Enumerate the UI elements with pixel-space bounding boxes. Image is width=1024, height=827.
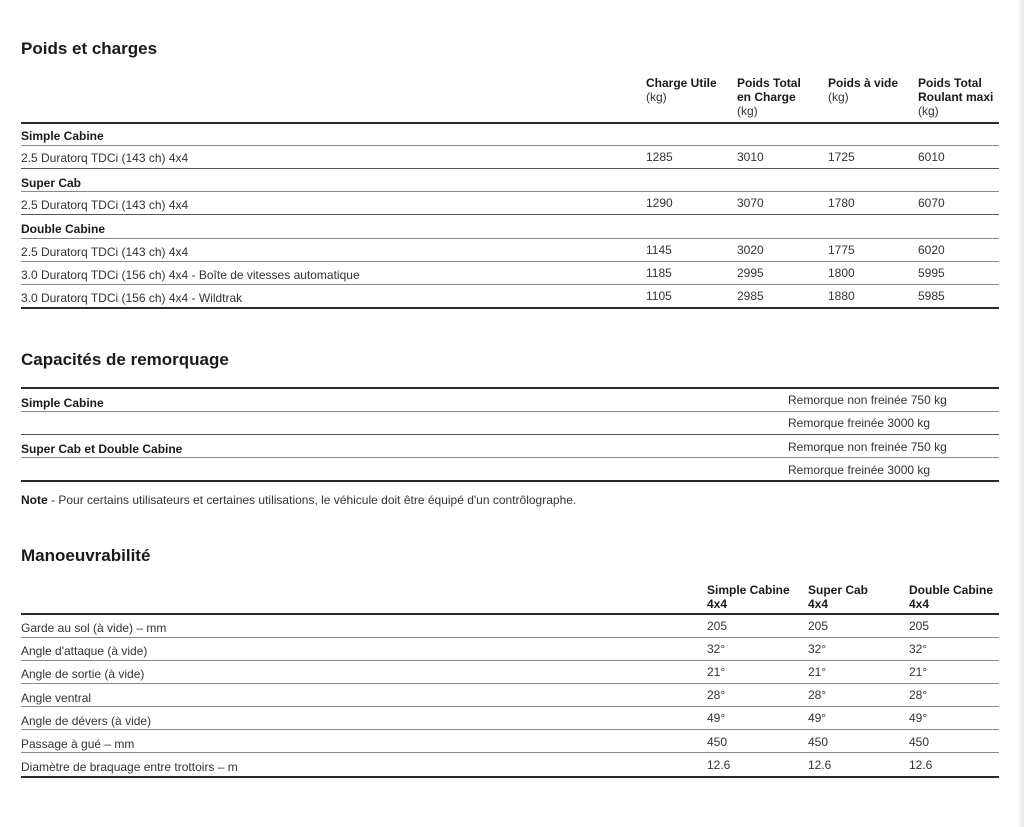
page-edge-shadow: [1018, 0, 1024, 827]
table-rule: [21, 307, 999, 309]
cell-super-cab: 12.6: [808, 758, 832, 772]
header-label: Super Cab 4x4: [808, 583, 869, 611]
header-unit: (kg): [918, 104, 939, 118]
cell-poids-roulant: 6070: [918, 196, 945, 210]
header-poids-total-roulant: [918, 76, 993, 118]
tow-value: Remorque freinée 3000 kg: [788, 416, 931, 430]
row-name: 2.5 Duratorq TDCi (143 ch) 4x4: [21, 198, 189, 212]
row-divider: [21, 752, 999, 753]
cell-poids-total: 3070: [737, 196, 764, 210]
note-label: Note: [21, 493, 48, 507]
row-name: Passage à gué – mm: [21, 737, 135, 751]
row-name: 3.0 Duratorq TDCi (156 ch) 4x4 - Boîte de vitesses automatique: [21, 268, 360, 282]
row-divider: [21, 706, 999, 707]
row-name: Angle d'attaque (à vide): [21, 644, 148, 658]
header-label: Poids Total Roulant maxi: [918, 76, 994, 104]
cell-simple-cabine: 49°: [707, 711, 726, 725]
cell-poids-vide: 1800: [828, 266, 855, 280]
row-divider: [21, 729, 999, 730]
cell-simple-cabine: 450: [707, 735, 728, 749]
cell-simple-cabine: 205: [707, 619, 728, 633]
cell-double-cabine: 32°: [909, 642, 928, 656]
header-label: Simple Cabine 4x4: [707, 583, 790, 611]
header-label: Poids à vide: [828, 76, 899, 90]
table-rule: [21, 776, 999, 778]
row-divider: [21, 261, 999, 262]
cell-poids-vide: 1780: [828, 196, 855, 210]
cell-poids-roulant: 5995: [918, 266, 945, 280]
header-unit: (kg): [737, 104, 758, 118]
cell-super-cab: 49°: [808, 711, 827, 725]
group-label: Simple Cabine: [21, 129, 104, 143]
row-name: 2.5 Duratorq TDCi (143 ch) 4x4: [21, 151, 189, 165]
group-label: Simple Cabine: [21, 396, 104, 410]
section-title-poids: Poids et charges: [21, 39, 158, 58]
cell-poids-roulant: 6020: [918, 243, 945, 257]
cell-poids-total: 3010: [737, 150, 764, 164]
cell-poids-total: 3020: [737, 243, 764, 257]
row-name: Angle de dévers (à vide): [21, 714, 152, 728]
note: [21, 493, 576, 507]
cell-poids-vide: 1880: [828, 289, 855, 303]
cell-charge-utile: 1285: [646, 150, 673, 164]
row-name: Garde au sol (à vide) – mm: [21, 621, 167, 635]
cell-charge-utile: 1145: [646, 243, 672, 257]
cell-poids-total: 2985: [737, 289, 764, 303]
row-divider: [21, 284, 999, 285]
row-divider: [21, 411, 999, 412]
header-label: Double Cabine 4x4: [909, 583, 994, 611]
row-name: Angle ventral: [21, 691, 92, 705]
header-label: Charge Utile: [646, 76, 717, 90]
row-divider: [21, 168, 999, 169]
table-rule: [21, 613, 999, 615]
header-poids-total-en-charge: [737, 76, 801, 118]
cell-simple-cabine: 21°: [707, 665, 726, 679]
row-divider: [21, 457, 999, 458]
cell-simple-cabine: 28°: [707, 688, 726, 702]
group-label: Double Cabine: [21, 222, 106, 236]
cell-double-cabine: 12.6: [909, 758, 933, 772]
cell-double-cabine: 49°: [909, 711, 928, 725]
tow-value: Remorque freinée 3000 kg: [788, 463, 931, 477]
row-divider: [21, 637, 999, 638]
cell-poids-roulant: 5985: [918, 289, 945, 303]
cell-simple-cabine: 12.6: [707, 758, 731, 772]
row-divider: [21, 683, 999, 684]
cell-super-cab: 28°: [808, 688, 827, 702]
cell-charge-utile: 1105: [646, 289, 672, 303]
header-label: Poids Total en Charge: [737, 76, 801, 104]
section-title-manoeuvrabilite: Manoeuvrabilité: [21, 546, 151, 565]
row-divider: [21, 660, 999, 661]
group-label: Super Cab et Double Cabine: [21, 442, 183, 456]
cell-simple-cabine: 32°: [707, 642, 726, 656]
cell-poids-vide: 1775: [828, 243, 855, 257]
cell-double-cabine: 21°: [909, 665, 928, 679]
cell-double-cabine: 450: [909, 735, 930, 749]
row-divider: [21, 214, 999, 215]
header-unit: (kg): [646, 90, 667, 104]
tow-value: Remorque non freinée 750 kg: [788, 393, 947, 407]
cell-super-cab: 205: [808, 619, 829, 633]
row-divider: [21, 434, 999, 435]
note-text: - Pour certains utilisateurs et certaines utilisations, le véhicule doit être équipé d'un contrôlographe.: [47, 493, 577, 507]
cell-poids-vide: 1725: [828, 150, 855, 164]
cell-super-cab: 32°: [808, 642, 827, 656]
group-label: Super Cab: [21, 176, 82, 190]
cell-super-cab: 21°: [808, 665, 827, 679]
header-simple-cabine: [707, 583, 790, 611]
cell-poids-roulant: 6010: [918, 150, 945, 164]
section-title-remorquage: Capacités de remorquage: [21, 350, 229, 369]
table-rule: [21, 480, 999, 482]
tow-value: Remorque non freinée 750 kg: [788, 440, 947, 454]
header-double-cabine: [909, 583, 993, 611]
header-unit: (kg): [828, 90, 849, 104]
table-rule: [21, 122, 999, 124]
row-name: Angle de sortie (à vide): [21, 667, 145, 681]
row-divider: [21, 238, 999, 239]
row-name: 2.5 Duratorq TDCi (143 ch) 4x4: [21, 245, 189, 259]
row-divider: [21, 191, 999, 192]
table-rule: [21, 387, 999, 389]
cell-double-cabine: 28°: [909, 688, 928, 702]
row-name: 3.0 Duratorq TDCi (156 ch) 4x4 - Wildtrak: [21, 291, 243, 305]
row-divider: [21, 145, 999, 146]
header-charge-utile: [646, 76, 717, 104]
row-name: Diamètre de braquage entre trottoirs – m: [21, 760, 238, 774]
cell-charge-utile: 1185: [646, 266, 672, 280]
cell-double-cabine: 205: [909, 619, 930, 633]
cell-charge-utile: 1290: [646, 196, 673, 210]
cell-super-cab: 450: [808, 735, 829, 749]
cell-poids-total: 2995: [737, 266, 764, 280]
header-super-cab: [808, 583, 868, 611]
header-poids-a-vide: [828, 76, 898, 104]
